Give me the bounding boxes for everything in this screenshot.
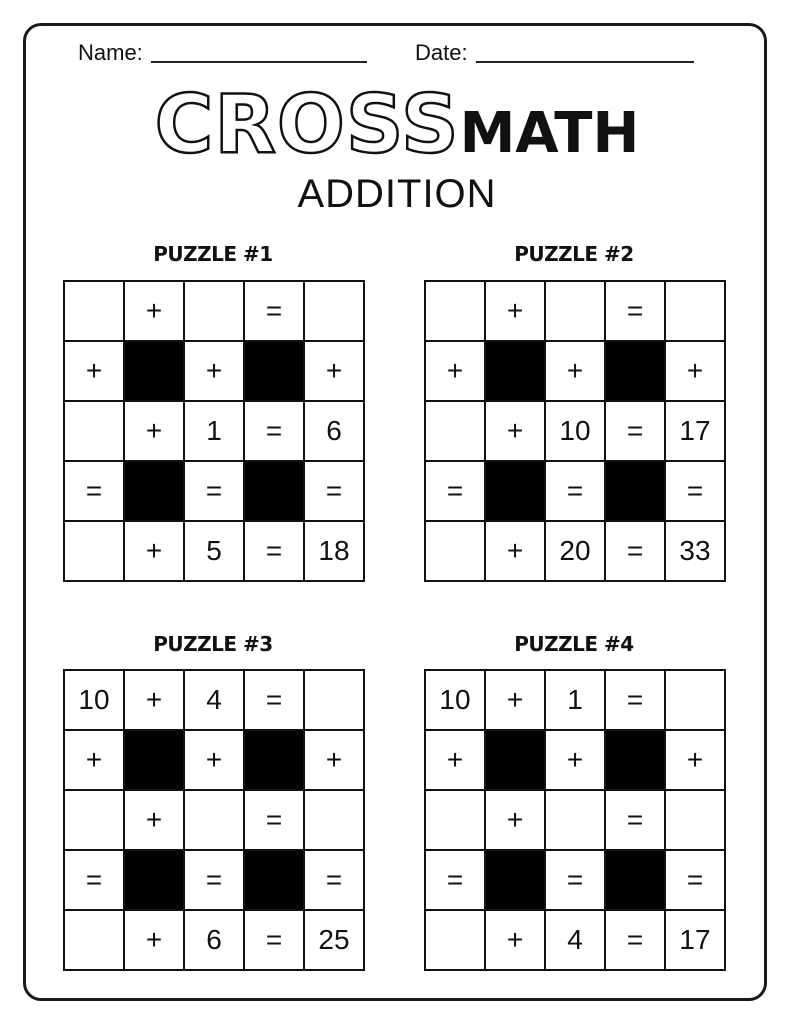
black-block-cell	[606, 731, 666, 791]
given-number-cell: 25	[305, 911, 365, 971]
equals-operator-cell: =	[606, 402, 666, 462]
blank-answer-cell[interactable]	[65, 522, 125, 582]
black-block-cell	[486, 462, 546, 522]
given-number-cell: 17	[666, 402, 726, 462]
plus-operator-cell: +	[666, 342, 726, 402]
equals-operator-cell: =	[606, 522, 666, 582]
equals-operator-cell: =	[65, 851, 125, 911]
blank-answer-cell[interactable]	[666, 282, 726, 342]
equals-operator-cell: =	[606, 791, 666, 851]
plus-operator-cell: +	[486, 911, 546, 971]
black-block-cell	[245, 462, 305, 522]
blank-answer-cell[interactable]	[305, 791, 365, 851]
equals-operator-cell: =	[245, 791, 305, 851]
equals-operator-cell: =	[305, 462, 365, 522]
blank-answer-cell[interactable]	[65, 791, 125, 851]
plus-operator-cell: +	[486, 522, 546, 582]
given-number-cell: 1	[546, 671, 606, 731]
equals-operator-cell: =	[606, 282, 666, 342]
blank-answer-cell[interactable]	[426, 522, 486, 582]
plus-operator-cell: +	[185, 342, 245, 402]
blank-answer-cell[interactable]	[666, 791, 726, 851]
equals-operator-cell: =	[245, 282, 305, 342]
equals-operator-cell: =	[305, 851, 365, 911]
blank-answer-cell[interactable]	[65, 911, 125, 971]
given-number-cell: 4	[185, 671, 245, 731]
puzzle-4-title: PUZZLE #4	[514, 632, 634, 656]
plus-operator-cell: +	[305, 342, 365, 402]
black-block-cell	[245, 851, 305, 911]
given-number-cell: 18	[305, 522, 365, 582]
black-block-cell	[486, 851, 546, 911]
equals-operator-cell: =	[245, 522, 305, 582]
plus-operator-cell: +	[546, 731, 606, 791]
blank-answer-cell[interactable]	[426, 282, 486, 342]
puzzle-1-grid	[63, 280, 365, 582]
blank-answer-cell[interactable]	[305, 671, 365, 731]
plus-operator-cell: +	[65, 731, 125, 791]
blank-answer-cell[interactable]	[65, 402, 125, 462]
plus-operator-cell: +	[125, 671, 185, 731]
date-field	[415, 37, 694, 65]
equals-operator-cell: =	[606, 911, 666, 971]
black-block-cell	[125, 342, 185, 402]
given-number-cell: 6	[305, 402, 365, 462]
plus-operator-cell: +	[65, 342, 125, 402]
blank-answer-cell[interactable]	[185, 791, 245, 851]
blank-answer-cell[interactable]	[305, 282, 365, 342]
plus-operator-cell: +	[546, 342, 606, 402]
plus-operator-cell: +	[185, 731, 245, 791]
plus-operator-cell: +	[125, 791, 185, 851]
plus-operator-cell: +	[426, 731, 486, 791]
given-number-cell: 1	[185, 402, 245, 462]
black-block-cell	[486, 731, 546, 791]
equals-operator-cell: =	[185, 462, 245, 522]
black-block-cell	[606, 342, 666, 402]
black-block-cell	[606, 851, 666, 911]
page-subtitle: ADDITION	[297, 172, 497, 216]
page-title	[0, 78, 794, 171]
puzzle-2-title: PUZZLE #2	[514, 242, 634, 266]
date-input-line[interactable]	[476, 41, 694, 63]
name-field	[78, 37, 367, 65]
black-block-cell	[245, 342, 305, 402]
plus-operator-cell: +	[305, 731, 365, 791]
plus-operator-cell: +	[486, 402, 546, 462]
black-block-cell	[125, 731, 185, 791]
puzzle-1-title: PUZZLE #1	[153, 242, 273, 266]
given-number-cell: 17	[666, 911, 726, 971]
date-label: Date:	[415, 40, 468, 65]
black-block-cell	[125, 851, 185, 911]
blank-answer-cell[interactable]	[666, 671, 726, 731]
name-input-line[interactable]	[151, 41, 367, 63]
given-number-cell: 20	[546, 522, 606, 582]
given-number-cell: 10	[546, 402, 606, 462]
plus-operator-cell: +	[125, 282, 185, 342]
name-label: Name:	[78, 40, 143, 65]
plus-operator-cell: +	[486, 791, 546, 851]
plus-operator-cell: +	[125, 911, 185, 971]
given-number-cell: 33	[666, 522, 726, 582]
equals-operator-cell: =	[426, 851, 486, 911]
equals-operator-cell: =	[65, 462, 125, 522]
equals-operator-cell: =	[546, 851, 606, 911]
equals-operator-cell: =	[245, 671, 305, 731]
given-number-cell: 10	[426, 671, 486, 731]
blank-answer-cell[interactable]	[426, 402, 486, 462]
equals-operator-cell: =	[666, 462, 726, 522]
equals-operator-cell: =	[426, 462, 486, 522]
given-number-cell: 10	[65, 671, 125, 731]
given-number-cell: 5	[185, 522, 245, 582]
plus-operator-cell: +	[125, 402, 185, 462]
black-block-cell	[606, 462, 666, 522]
blank-answer-cell[interactable]	[546, 282, 606, 342]
plus-operator-cell: +	[486, 282, 546, 342]
equals-operator-cell: =	[245, 402, 305, 462]
given-number-cell: 4	[546, 911, 606, 971]
blank-answer-cell[interactable]	[185, 282, 245, 342]
equals-operator-cell: =	[245, 911, 305, 971]
puzzle-3-grid	[63, 669, 365, 971]
puzzle-4-grid	[424, 669, 726, 971]
black-block-cell	[486, 342, 546, 402]
plus-operator-cell: +	[666, 731, 726, 791]
puzzle-2-grid	[424, 280, 726, 582]
blank-answer-cell[interactable]	[426, 791, 486, 851]
black-block-cell	[245, 731, 305, 791]
puzzle-3-title: PUZZLE #3	[153, 632, 273, 656]
blank-answer-cell[interactable]	[426, 911, 486, 971]
title-outline-word: CROSS	[154, 78, 460, 171]
blank-answer-cell[interactable]	[546, 791, 606, 851]
equals-operator-cell: =	[606, 671, 666, 731]
equals-operator-cell: =	[666, 851, 726, 911]
equals-operator-cell: =	[185, 851, 245, 911]
blank-answer-cell[interactable]	[65, 282, 125, 342]
plus-operator-cell: +	[125, 522, 185, 582]
given-number-cell: 6	[185, 911, 245, 971]
equals-operator-cell: =	[546, 462, 606, 522]
black-block-cell	[125, 462, 185, 522]
plus-operator-cell: +	[486, 671, 546, 731]
plus-operator-cell: +	[426, 342, 486, 402]
title-solid-word: MATH	[459, 101, 640, 166]
